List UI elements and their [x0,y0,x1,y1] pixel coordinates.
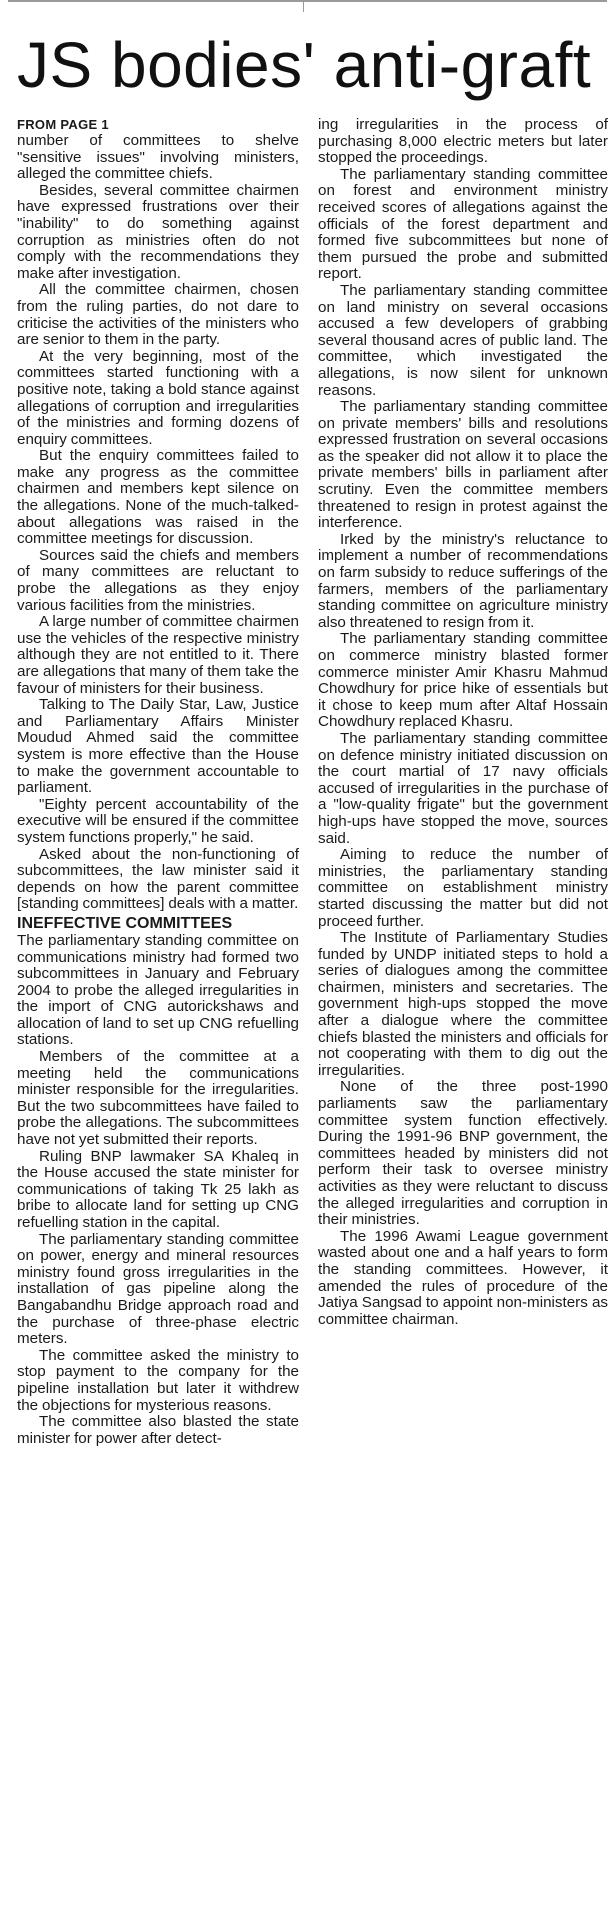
paragraph: A large number of committee chairmen use the vehicles of the respective ministry although they are not entitled to it. There are allegations that many of them take the favour of ministers for their business. [17,613,299,697]
paragraph: number of committees to shelve "sensitive issues" involving ministers, alleged the committee chiefs. [17,132,299,183]
paragraph: Aiming to reduce the number of ministries, the parliamentary standing committee on establishment ministry started discussing the matter but did not proceed further. [318,846,608,930]
paragraph: The parliamentary standing committee on private members' bills and resolutions expressed frustration on several occasions as the speaker did not allow it to place the private members' bills in parliament after scrutiny. Even the committee members threatened to resign in protest against the interference. [318,398,608,532]
paragraph: The parliamentary standing committee on power, energy and mineral resources ministry found gross irregularities in the installation of gas pipeline along the Bangabandhu Bridge approach road and the purchase of three-phase electric meters. [17,1230,299,1348]
paragraph: The Institute of Parliamentary Studies funded by UNDP initiated steps to hold a series of dialogues among the committee chairmen, ministers and secretaries. The government high-ups stopped the move after a dialogue where the committee chiefs blasted the ministers and officials for not cooperating with them to dig out the irregularities. [318,929,608,1079]
paragraph: The parliamentary standing committee on communications ministry had formed two subcommittees in January and February 2004 to probe the alleged irregularities in the import of CNG autorickshaws and allocation of land to set up CNG refuelling stations. [17,931,299,1049]
paragraph: Asked about the non-functioning of subcommittees, the law minister said it depends on how the parent committee [standing committees] deals with a matter. [17,845,299,913]
paragraph: "Eighty percent accountability of the executive will be ensured if the committee system functions properly," he said. [17,795,299,846]
left-column [17,117,299,1447]
paragraph: Talking to The Daily Star, Law, Justice and Parliamentary Affairs Minister Moudud Ahmed said the committee system is more effective than the House to make the government accountable to parliament. [17,696,299,797]
headline: JS bodies' anti-graft [17,29,592,101]
right-column [318,117,608,1328]
subheading: INEFFECTIVE COMMITTEES [17,914,233,932]
paragraph: The committee asked the ministry to stop payment to the company for the pipeline installation but later it withdrew the objections for mysterious reasons. [17,1346,299,1414]
paragraph: But the enquiry committees failed to make any progress as the committee chairmen and members kept silence on the allegations. None of the much-talked-about allegations was raised in the committee meetings for discussion. [17,447,299,548]
paragraph: The parliamentary standing committee on forest and environment ministry received scores of allegations against the officials of the forest department and formed five subcommittees but none of them pursued the probe and submitted report. [318,165,608,283]
paragraph: None of the three post-1990 parliaments saw the parliamentary committee system function effectively. During the 1991-96 BNP government, the committees headed by ministers did not perform their task to oversee ministry activities as they were reluctant to discuss the alleged irregularities and corruption in their ministries. [318,1078,608,1229]
paragraph: The parliamentary standing committee on land ministry on several occasions accused a few developers of grabbing several thousand acres of public land. The committee, which investigated the allegations, is now silent for unknown reasons. [318,281,608,399]
paragraph: The 1996 Awami League government wasted about one and a half years to form the standing committees. However, it amended the rules of procedure of the Jatiya Sangsad to appoint non-ministers as committee chairman. [318,1227,608,1328]
paragraph: The parliamentary standing committee on defence ministry initiated discussion on the court martial of 17 navy officials accused of irregularities in the purchase of a "low-quality frigate" but the government high-ups have stopped the move, sources said. [318,729,608,847]
paragraph: Ruling BNP lawmaker SA Khaleq in the House accused the state minister for communications of taking Tk 25 lakh as bribe to allocate land for setting up CNG refuelling station in the capital. [17,1147,299,1231]
kicker: FROM PAGE 1 [17,117,109,132]
top-rule [8,0,607,2]
paragraph: All the committee chairmen, chosen from the ruling parties, do not dare to criticise the activities of the ministers who are senior to them in the party. [17,281,299,349]
paragraph: Sources said the chiefs and members of many committees are reluctant to probe the allegations as they enjoy various facilities from the ministries. [17,546,299,614]
paragraph: ing irregularities in the process of purchasing 8,000 electric meters but later stopped the proceedings. [318,116,608,167]
column-tick [303,0,304,12]
paragraph: Irked by the ministry's reluctance to implement a number of recommendations on farm subsidy to reduce sufferings of the farmers, members of the parliamentary standing committee on agriculture ministry also threatened to resign from it. [318,530,608,631]
paragraph: At the very beginning, most of the committees started functioning with a positive note, taking a bold stance against allegations of corruption and irregularities of the ministries and forming dozens of enquiry committees. [17,347,299,448]
paragraph: The committee also blasted the state minister for power after detect- [17,1413,299,1447]
paragraph: The parliamentary standing committee on commerce ministry blasted former commerce minister Amir Khasru Mahmud Chowdhury for price hike of essentials but it chose to keep mum after Altaf Hossain Chowdhury replaced Khasru. [318,630,608,731]
paragraph: Members of the committee at a meeting held the communications minister responsible for the irregularities. But the two subcommittees have failed to probe the allegations. The subcommittees have not yet submitted their reports. [17,1048,299,1149]
paragraph: Besides, several committee chairmen have expressed frustrations over their "inability" to do something against corruption as ministries often do not comply with the recommendations they make after investigation. [17,181,299,282]
